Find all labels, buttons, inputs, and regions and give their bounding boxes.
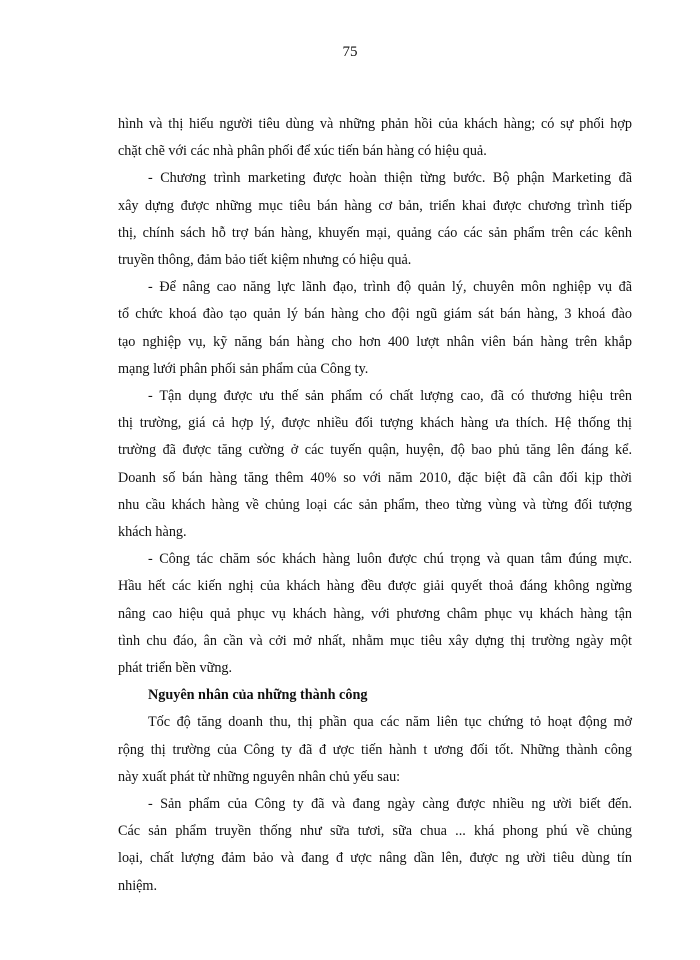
paragraph — [118, 111, 632, 165]
text-line: nhiệm. — [118, 877, 158, 894]
paragraph — [118, 274, 632, 383]
document-body — [118, 111, 632, 900]
text-line: loại, chất lượng đảm bảo và đang đ ược nâng dần lên, được ng ười tiêu dùng tín — [118, 850, 632, 867]
paragraph — [118, 165, 632, 274]
text-line: thị, chính sách hỗ trợ bán hàng, khuyến mại, quảng cáo các sản phẩm trên các kênh — [118, 224, 632, 241]
page-number: 75 — [342, 44, 358, 60]
text-line: - Để nâng cao năng lực lãnh đạo, trình độ quản lý, chuyên môn nghiệp vụ đã — [148, 279, 632, 296]
text-line: trường đã được tăng cường ở các tuyến quận, huyện, độ bao phủ tăng lên đáng kể. — [118, 442, 632, 459]
text-line: tình chu đáo, ân cần và cởi mở nhất, nhằm mục tiêu xây dựng thị trường ngày một — [118, 632, 632, 649]
text-line: tạo nghiệp vụ, kỹ năng bán hàng cho hơn 400 lượt nhân viên bán hàng trên khắp — [118, 333, 632, 350]
text-line: này xuất phát từ những nguyên nhân chủ yếu sau: — [118, 768, 401, 785]
text-line: rộng thị trường của Công ty đã đ ược tiến hành t ương đối tốt. Những thành công — [118, 741, 632, 758]
paragraph — [118, 709, 632, 791]
text-line: Hầu hết các kiến nghị của khách hàng đều được giải quyết thoả đáng không ngừng — [118, 578, 632, 595]
text-line: Doanh số bán hàng tăng thêm 40% so với năm 2010, đặc biệt đã cân đối kịp thời — [118, 469, 632, 486]
text-line: tổ chức khoá đào tạo quản lý bán hàng cho đội ngũ giám sát bán hàng, 3 khoá đào — [118, 306, 632, 323]
text-line: mạng lưới phân phối sản phẩm của Công ty. — [118, 360, 369, 377]
paragraph — [118, 546, 632, 682]
paragraph — [118, 791, 632, 900]
text-line: nhu cầu khách hàng về chủng loại các sản phẩm, theo từng vùng và từng đối tượng — [118, 496, 632, 513]
text-line: - Chương trình marketing được hoàn thiện từng bước. Bộ phận Marketing đã — [148, 170, 632, 187]
text-line: thị trường, giá cả hợp lý, được nhiều đối tượng khách hàng ưa thích. Hệ thống thị — [118, 415, 632, 432]
text-line: Tốc độ tăng doanh thu, thị phần qua các năm liên tục chứng tỏ hoạt động mở — [148, 714, 632, 731]
text-line: truyền thông, đảm bảo tiết kiệm nhưng có hiệu quả. — [118, 252, 412, 269]
text-line: Các sản phẩm truyền thống như sữa tươi, sữa chua ... khá phong phú về chủng — [118, 823, 632, 840]
text-line: - Công tác chăm sóc khách hàng luôn được chú trọng và quan tâm đúng mực. — [148, 551, 632, 568]
text-line: khách hàng. — [118, 524, 187, 541]
text-line: hình và thị hiếu người tiêu dùng và những phản hồi của khách hàng; có sự phối hợp — [118, 116, 632, 132]
text-line: - Tận dụng được ưu thế sản phẩm có chất lượng cao, đã có thương hiệu trên — [148, 388, 632, 405]
text-line: chặt chẽ với các nhà phân phối để xúc tiến bán hàng có hiệu quả. — [118, 143, 487, 160]
text-line: phát triển bền vững. — [118, 660, 233, 677]
text-line: - Sản phẩm của Công ty đã và đang ngày càng được nhiều ng ười biết đến. — [148, 796, 632, 813]
section-heading: Nguyên nhân của những thành công — [148, 687, 368, 704]
text-line: xây dựng được những mục tiêu bán hàng cơ bản, triển khai được chương trình tiếp — [118, 197, 632, 214]
text-line: nâng cao hiệu quả phục vụ khách hàng, với phương châm phục vụ khách hàng tận — [118, 605, 632, 622]
paragraph — [118, 383, 632, 546]
